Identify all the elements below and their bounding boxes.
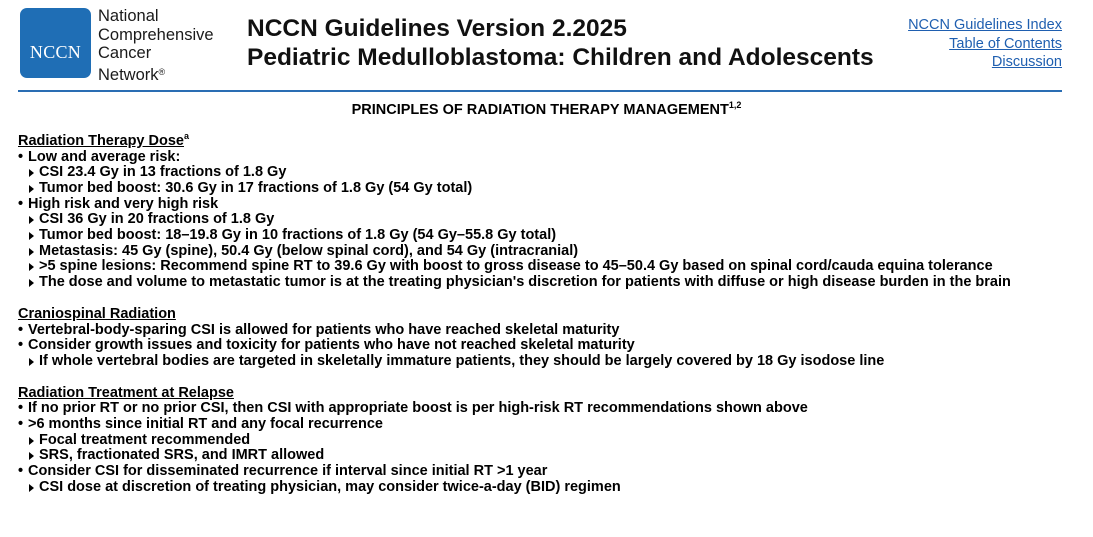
sub-bullet-item: SRS, fractionated SRS, and IMRT allowed	[18, 448, 1078, 464]
section-title: Radiation Treatment at Relapse	[18, 384, 234, 401]
sub-bullet-item: Focal treatment recommended	[18, 433, 1078, 449]
organization-name	[98, 7, 214, 84]
guideline-topic: Pediatric Medulloblastoma: Children and Adolescents	[247, 44, 874, 71]
guideline-title	[247, 14, 874, 72]
registered-mark: ®	[158, 66, 166, 77]
sub-bullet-item: CSI dose at discretion of treating physician, may consider twice-a-day (BID) regimen	[18, 480, 1078, 496]
section-title: Radiation Therapy Dose$^a$	[18, 131, 189, 149]
footnote-ref: a	[183, 131, 189, 141]
guideline-version: NCCN Guidelines Version 2.2025	[247, 15, 627, 42]
heading-footnote-ref: 1,2	[728, 100, 742, 110]
org-name-line: Cancer	[98, 44, 152, 62]
logo-text: NCCN	[29, 42, 82, 62]
guidelines-index-link[interactable]: NCCN Guidelines Index	[908, 17, 1062, 33]
bullet-item: • If no prior RT or no prior CSI, then CSI with appropriate boost is per high-risk RT recommendations shown above	[18, 401, 1078, 417]
section	[18, 307, 1078, 370]
bullet-item: • Consider CSI for disseminated recurrence if interval since initial RT >1 year	[18, 464, 1078, 480]
page-heading: PRINCIPLES OF RADIATION THERAPY MANAGEMENT$^{1,2}$	[351, 100, 742, 118]
nccn-logo	[20, 8, 91, 78]
section-title: Craniospinal Radiation	[18, 305, 176, 322]
sub-bullet-item: >5 spine lesions: Recommend spine RT to 39.6 Gy with boost to gross disease to 45–50.4 Gy based on spinal cord/cauda equina tolerance	[18, 259, 1078, 275]
bullet-item: • High risk and very high risk	[18, 197, 1078, 213]
sub-bullet-item: If whole vertebral bodies are targeted in skeletally immature patients, they should be largely covered by 18 Gy isodose line	[18, 354, 1078, 370]
bullet-item: • >6 months since initial RT and any focal recurrence	[18, 417, 1078, 433]
sub-bullet-item: Tumor bed boost: 30.6 Gy in 17 fractions of 1.8 Gy (54 Gy total)	[18, 181, 1078, 197]
bullet-item: • Low and average risk:	[18, 150, 1078, 166]
main-content	[18, 129, 1078, 512]
sub-bullet-item: CSI 23.4 Gy in 13 fractions of 1.8 Gy	[18, 165, 1078, 181]
org-name-line: Comprehensive	[98, 25, 214, 44]
org-name-line: National	[98, 7, 159, 25]
sub-bullet-item: CSI 36 Gy in 20 fractions of 1.8 Gy	[18, 212, 1078, 228]
bullet-item: • Consider growth issues and toxicity for patients who have not reached skeletal maturity	[18, 338, 1078, 354]
sub-bullet-item: Tumor bed boost: 18–19.8 Gy in 10 fractions of 1.8 Gy (54 Gy–55.8 Gy total)	[18, 228, 1078, 244]
table-of-contents-link[interactable]: Table of Contents	[949, 35, 1062, 52]
section	[18, 129, 1078, 291]
header-links	[908, 16, 1062, 72]
discussion-link[interactable]: Discussion	[991, 54, 1062, 70]
section	[18, 386, 1078, 496]
sub-bullet-item: Metastasis: 45 Gy (spine), 50.4 Gy (below spinal cord), and 54 Gy (intracranial)	[18, 244, 1078, 260]
sub-bullet-item: The dose and volume to metastatic tumor is at the treating physician's discretion for patients with diffuse or high disease burden in the brain	[18, 275, 1078, 291]
org-name-line: Network®	[98, 65, 166, 84]
header-divider	[18, 90, 1062, 92]
bullet-item: • Vertebral-body-sparing CSI is allowed for patients who have reached skeletal maturity	[18, 323, 1078, 339]
